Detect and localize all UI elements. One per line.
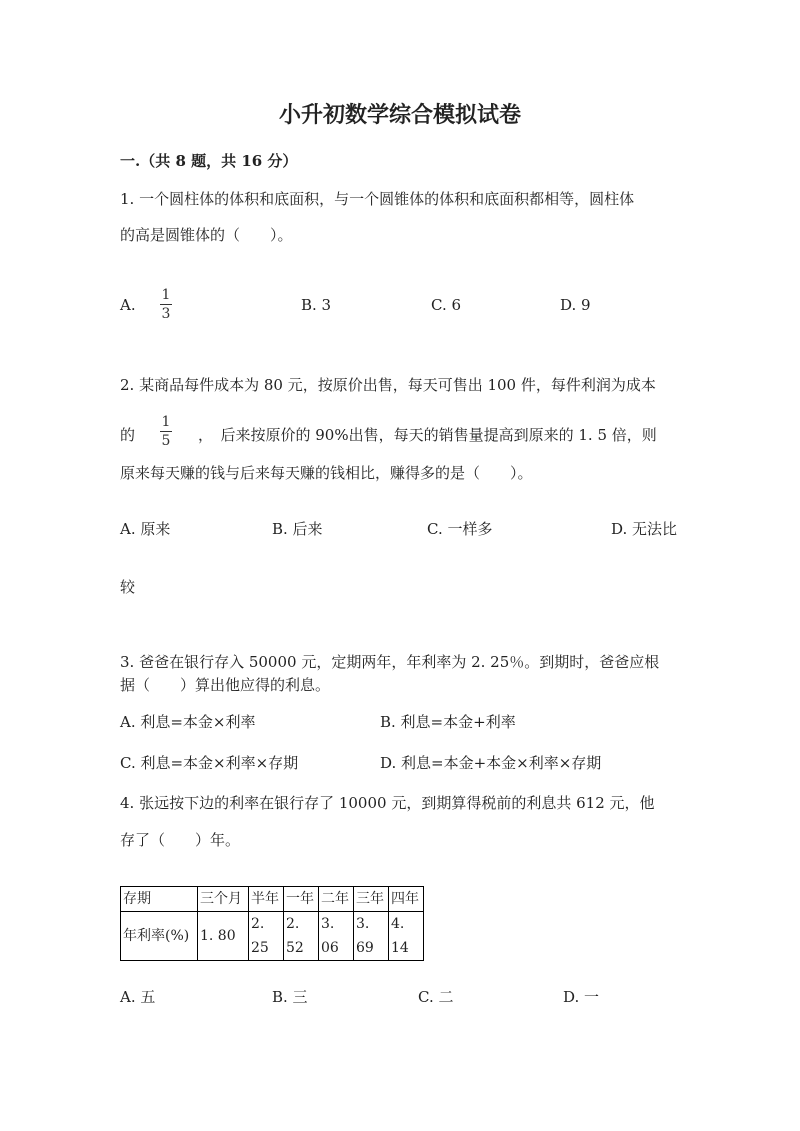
q4-line2: 存了（ ）年。 [120, 831, 241, 849]
table-header-row [121, 887, 424, 912]
table-cell: 2. 25 [249, 912, 284, 961]
section-heading: 一.（共 8 题，共 16 分） [120, 152, 298, 170]
fraction-numerator: 1 [161, 414, 171, 430]
table-cell: 2. 52 [284, 912, 319, 961]
q2-line2-rest: ， 后来按原价的 90%出售，每天的销售量提高到原来的 1. 5 倍，则 [198, 426, 657, 444]
fraction-bar [160, 304, 172, 305]
q4-option-b: B. 三 [272, 988, 308, 1006]
q1-option-c: C. 6 [431, 296, 462, 314]
q2-fraction [160, 414, 172, 449]
q1-option-a-label: A. [120, 296, 136, 314]
table-cell: 3. 69 [354, 912, 389, 961]
q2-line3: 原来每天赚的钱与后来每天赚的钱相比，赚得多的是（ ）。 [120, 464, 533, 482]
q2-line2-start: 的 [120, 426, 136, 444]
table-cell: 1. 80 [198, 912, 249, 961]
table-cell: 三个月 [198, 887, 249, 912]
table-cell: 存期 [121, 887, 198, 912]
q1-line2: 的高是圆锥体的（ ）。 [120, 226, 293, 244]
table-cell: 3. 06 [319, 912, 354, 961]
fraction-denominator: 5 [161, 433, 171, 449]
q3-option-d: D. 利息=本金+本金×利率×存期 [380, 754, 602, 772]
q3-option-b: B. 利息=本金+利率 [380, 713, 516, 731]
q3-option-c: C. 利息=本金×利率×存期 [120, 754, 299, 772]
q3-option-a: A. 利息=本金×利率 [120, 713, 256, 731]
q1-option-d: D. 9 [560, 296, 591, 314]
table-cell: 四年 [389, 887, 424, 912]
q2-option-b: B. 后来 [272, 520, 323, 538]
q3-line1: 3. 爸爸在银行存入 50000 元，定期两年，年利率为 2. 25％。到期时，爸爸应根 [120, 653, 660, 671]
fraction-denominator: 3 [161, 306, 171, 322]
q2-option-c: C. 一样多 [427, 520, 493, 538]
page-title: 小升初数学综合模拟试卷 [278, 102, 521, 128]
q2-option-d-wrap: 较 [120, 578, 136, 596]
interest-rate-table [120, 886, 424, 961]
q2-option-a: A. 原来 [120, 520, 171, 538]
table-cell: 三年 [354, 887, 389, 912]
table-cell: 二年 [319, 887, 354, 912]
fraction-bar [160, 431, 172, 432]
q1-line1: 1. 一个圆柱体的体积和底面积，与一个圆锥体的体积和底面积都相等，圆柱体 [120, 190, 635, 208]
table-cell: 4. 14 [389, 912, 424, 961]
q3-line2: 据（ ）算出他应得的利息。 [120, 676, 331, 694]
q4-option-c: C. 二 [418, 988, 454, 1006]
q4-line1: 4. 张远按下边的利率在银行存了 10000 元，到期算得税前的利息共 612 元，他 [120, 794, 655, 812]
q2-option-d: D. 无法比 [611, 520, 678, 538]
q1-option-a-fraction [160, 287, 172, 322]
table-cell: 一年 [284, 887, 319, 912]
q4-option-d: D. 一 [563, 988, 600, 1006]
table-cell: 半年 [249, 887, 284, 912]
q4-option-a: A. 五 [120, 988, 156, 1006]
q1-option-b: B. 3 [301, 296, 332, 314]
q2-line1: 2. 某商品每件成本为 80 元，按原价出售，每天可售出 100 件，每件利润为成本 [120, 376, 656, 394]
fraction-numerator: 1 [161, 287, 171, 303]
table-cell: 年利率(%) [121, 912, 198, 961]
table-row [121, 912, 424, 961]
